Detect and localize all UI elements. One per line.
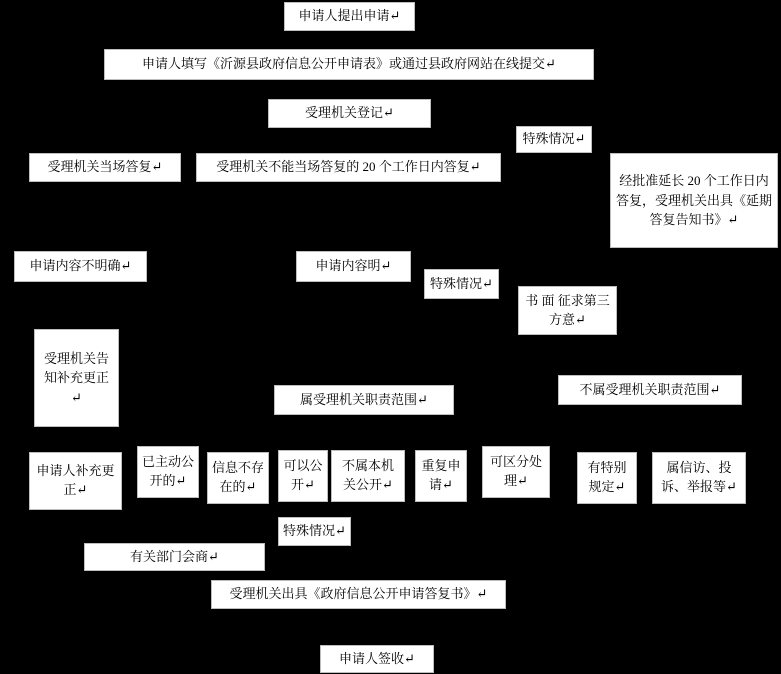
flow-node: 可以公开↵: [278, 450, 328, 502]
flow-node: 信息不存在的↵: [207, 452, 269, 504]
flow-node: 不属受理机关职责范围↵: [558, 375, 742, 405]
flow-node: 有关部门会商↵: [84, 543, 265, 571]
flow-node: 申请人填写《沂源县政府信息公开申请表》或通过县政府网站在线提交↵: [104, 49, 594, 80]
flow-node: 申请内容明↵: [296, 251, 411, 282]
flow-node: 申请人签收↵: [320, 645, 434, 673]
flow-node: 受理机关出具《政府信息公开申请答复书》↵: [211, 580, 506, 609]
flow-node: 受理机关登记↵: [268, 99, 431, 128]
flow-node: 受理机关不能当场答复的 20 个工作日内答复↵: [196, 153, 501, 182]
flow-node: 申请内容不明确↵: [14, 251, 147, 282]
flow-node: 已主动公开的↵: [137, 446, 199, 498]
flow-node: 经批准延长 20 个工作日内答复，受理机关出具《延期答复告知书》↵: [610, 153, 778, 248]
flow-node: 特殊情况↵: [424, 269, 499, 299]
flow-node: 受理机关告知补充更正↵: [34, 329, 119, 427]
flow-node: 有特别规定↵: [577, 452, 637, 504]
flow-node: 属受理机关职责范围↵: [274, 385, 454, 415]
flow-node: 受理机关当场答复↵: [29, 153, 181, 182]
flow-node: 重复申请↵: [415, 450, 467, 502]
flow-node: 属信访、投诉、举报等↵: [652, 452, 746, 504]
flow-node: 不属本机关公开↵: [331, 450, 405, 502]
flow-node: 书 面 征求第三方意↵: [518, 286, 617, 335]
flow-node: 特殊情况↵: [278, 517, 351, 546]
flow-node: 特殊情况↵: [516, 126, 592, 153]
flow-node: 可区分处理↵: [482, 446, 550, 498]
flow-node: 申请人补充更正↵: [29, 452, 122, 510]
flow-node: 申请人提出申请↵: [284, 2, 415, 31]
